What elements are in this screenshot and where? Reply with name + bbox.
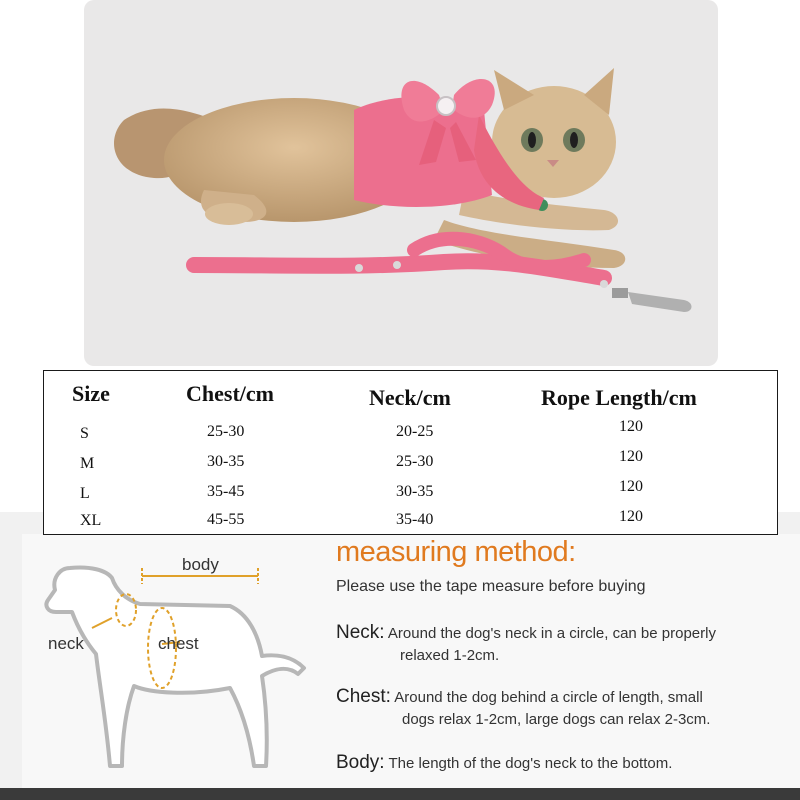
row-l-size: L	[80, 485, 90, 502]
chest-instruction-label: Chest:	[336, 686, 391, 707]
chest-instruction-text-1: Around the dog behind a circle of length, small	[394, 689, 703, 706]
diagram-chest-label: chest	[158, 634, 199, 653]
row-xl-rope: 120	[619, 508, 643, 525]
row-m-chest: 30-35	[207, 453, 245, 470]
row-l-chest: 35-45	[207, 483, 245, 500]
dog-outline-diagram	[30, 548, 330, 778]
header-neck: Neck/cm	[369, 385, 451, 410]
dog-silhouette	[46, 567, 304, 766]
header-chest: Chest/cm	[186, 381, 274, 406]
header-rope-length: Rope Length/cm	[541, 385, 697, 410]
diagram-neck-label: neck	[48, 634, 84, 653]
measuring-title: measuring method:	[336, 536, 576, 568]
bottom-bar	[0, 788, 800, 800]
row-l-neck: 30-35	[396, 483, 434, 500]
diagram-body-label: body	[182, 555, 219, 574]
body-instruction-label: Body:	[336, 752, 385, 773]
row-m-size: M	[80, 455, 95, 472]
measuring-intro: Please use the tape measure before buying	[336, 578, 646, 595]
row-l-rope: 120	[619, 478, 643, 495]
row-m-neck: 25-30	[396, 453, 434, 470]
row-s-rope: 120	[619, 418, 643, 435]
neck-instruction-text-1: Around the dog's neck in a circle, can be properly	[387, 625, 716, 642]
header-size: Size	[72, 381, 110, 406]
chest-instruction-text-2: dogs relax 1-2cm, large dogs can relax 2-3cm.	[402, 711, 711, 728]
row-s-size: S	[80, 425, 89, 442]
row-s-chest: 25-30	[207, 423, 245, 440]
row-xl-chest: 45-55	[207, 511, 245, 528]
row-s-neck: 20-25	[396, 423, 434, 440]
row-xl-neck: 35-40	[396, 511, 434, 528]
neck-instruction	[336, 622, 716, 667]
neck-instruction-label: Neck:	[336, 622, 385, 643]
neck-instruction-text-2: relaxed 1-2cm.	[400, 647, 500, 664]
size-chart-table	[43, 370, 778, 535]
product-photo	[84, 0, 718, 366]
row-m-rope: 120	[619, 448, 643, 465]
body-instruction-text: The length of the dog's neck to the bottom.	[388, 755, 673, 772]
cat-harness-illustration	[84, 0, 718, 366]
row-xl-size: XL	[80, 512, 102, 529]
body-instruction	[336, 752, 672, 775]
chest-instruction	[336, 686, 710, 731]
